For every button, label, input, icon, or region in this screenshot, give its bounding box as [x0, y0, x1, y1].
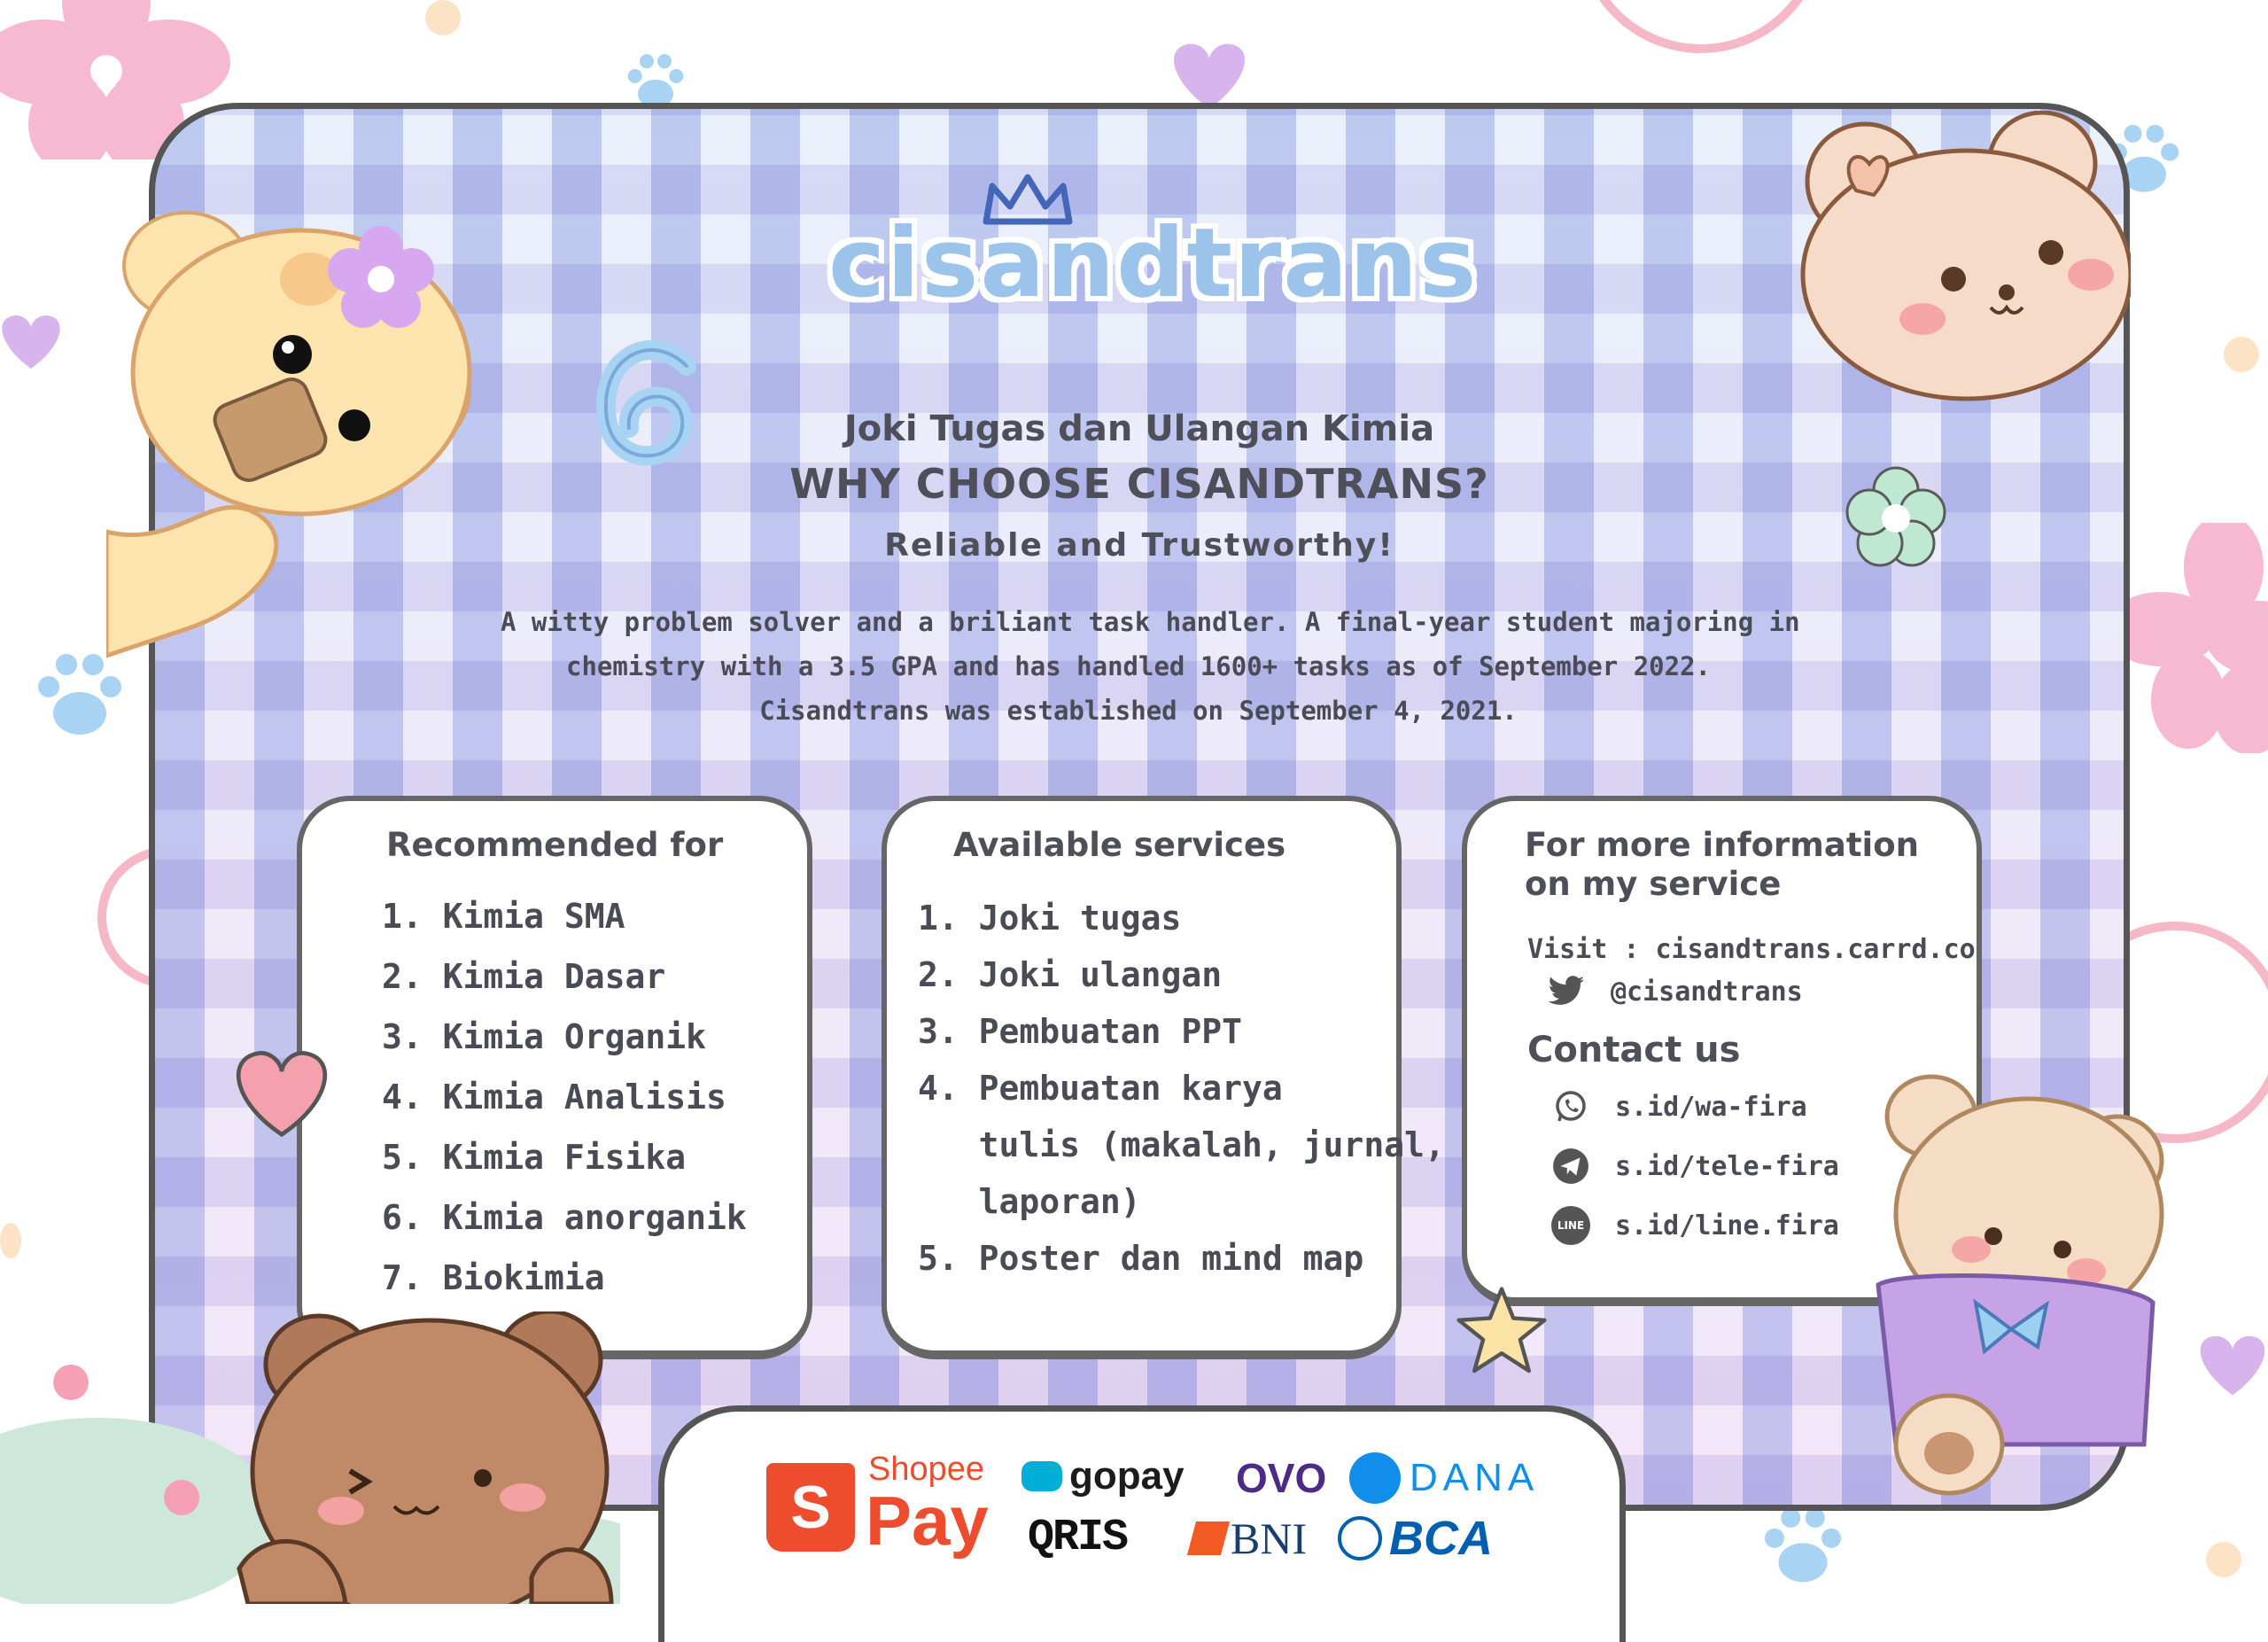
peach-dot	[425, 0, 461, 35]
gopay-text: gopay	[1069, 1454, 1184, 1498]
telegram-icon	[1551, 1147, 1590, 1186]
about-line: Cisandtrans was established on September 4, 2021.	[759, 696, 1518, 726]
services-title: Available services	[953, 826, 1286, 864]
brown-bear-illustration	[0, 1311, 620, 1604]
purple-heart-icon	[0, 301, 71, 381]
contact-title: Contact us	[1527, 1030, 1741, 1070]
logo-text: cisandtrans	[828, 208, 1479, 319]
headline: WHY CHOOSE CISANDTRANS?	[789, 460, 1489, 508]
info-title-line: on my service	[1525, 865, 1782, 903]
peach-dot	[2206, 1542, 2241, 1577]
purple-heart-icon	[1161, 40, 1258, 111]
tagline: Reliable and Trustworthy!	[884, 527, 1394, 564]
line-row[interactable]	[1551, 1206, 1839, 1245]
ovo-logo: OVO	[1236, 1455, 1327, 1501]
pay-text: Pay	[866, 1482, 989, 1560]
twitter-icon	[1547, 972, 1586, 1011]
info-title	[1525, 826, 1919, 904]
dana-text: DANA	[1410, 1456, 1540, 1499]
bni-icon	[1187, 1521, 1230, 1555]
brand-logo	[828, 173, 1479, 368]
star-icon	[1453, 1283, 1550, 1381]
list-item: 3. Pembuatan PPT	[918, 1012, 1243, 1051]
pink-bear-illustration	[1794, 111, 2131, 403]
bni-text: BNI	[1231, 1514, 1308, 1563]
telegram-link: s.id/tele-fira	[1615, 1150, 1839, 1182]
list-item: 5. Kimia Fisika	[382, 1138, 687, 1177]
bca-icon	[1338, 1516, 1382, 1560]
twitter-handle: @cisandtrans	[1611, 976, 1803, 1008]
services-card	[882, 796, 1445, 1359]
pink-ring-top	[1577, 0, 1825, 53]
whatsapp-row[interactable]	[1551, 1087, 1807, 1126]
dana-icon	[1349, 1452, 1401, 1504]
visit-link[interactable]: Visit : cisandtrans.carrd.co	[1527, 934, 1976, 965]
sakura-flower-right	[2109, 523, 2268, 753]
dana-logo	[1349, 1452, 1539, 1504]
payment-methods-panel	[658, 1405, 1626, 1642]
line-link: s.id/line.fira	[1615, 1210, 1839, 1241]
whatsapp-icon	[1551, 1087, 1590, 1126]
yellow-bear-illustration	[106, 195, 523, 691]
info-title-line: For more information	[1525, 826, 1919, 864]
bca-logo	[1338, 1511, 1493, 1566]
list-item: 2. Joki ulangan	[918, 955, 1223, 994]
peach-dot	[0, 1223, 21, 1258]
recommended-list	[382, 897, 747, 1319]
about-line: chemistry with a 3.5 GPA and has handled 1600+ tasks as of September 2022.	[565, 651, 1711, 681]
line-icon: LINE	[1551, 1206, 1590, 1245]
list-item: 2. Kimia Dasar	[382, 957, 666, 996]
recommended-title: Recommended for	[386, 826, 724, 864]
whatsapp-link: s.id/wa-fira	[1615, 1091, 1807, 1123]
list-item: laporan)	[918, 1182, 1141, 1221]
about-paragraph	[501, 600, 1800, 733]
gopay-icon	[1021, 1461, 1062, 1491]
list-item: 4. Pembuatan karya	[918, 1069, 1283, 1108]
qris-logo: QRIS	[1028, 1513, 1128, 1563]
telegram-row[interactable]	[1551, 1147, 1839, 1186]
gopay-logo	[1021, 1454, 1184, 1498]
bca-text: BCA	[1389, 1512, 1493, 1565]
list-item: 6. Kimia anorganik	[382, 1198, 747, 1237]
purple-heart-icon	[2188, 1320, 2268, 1409]
list-item: 1. Kimia SMA	[382, 897, 625, 936]
recommended-card	[297, 796, 812, 1359]
pink-heart-icon	[224, 1044, 339, 1141]
shopee-bag-icon: S	[766, 1463, 855, 1552]
services-list	[918, 899, 1445, 1296]
list-item: 5. Poster dan mind map	[918, 1239, 1364, 1278]
list-item: 7. Biokimia	[382, 1258, 605, 1297]
list-item: 3. Kimia Organik	[382, 1017, 707, 1056]
service-subtitle: Joki Tugas dan Ulangan Kimia	[843, 409, 1435, 449]
purple-shirt-bear-illustration	[1834, 1072, 2179, 1515]
about-line: A witty problem solver and a briliant task handler. A final-year student majoring in	[501, 607, 1800, 637]
list-item: tulis (makalah, jurnal,	[918, 1125, 1445, 1164]
list-item: 1. Joki tugas	[918, 899, 1182, 938]
twitter-row[interactable]	[1547, 972, 1803, 1011]
bni-logo	[1192, 1513, 1307, 1564]
peach-dot	[2224, 337, 2259, 372]
shopee-text: Shopee	[868, 1451, 985, 1488]
list-item: 4. Kimia Analisis	[382, 1078, 726, 1117]
